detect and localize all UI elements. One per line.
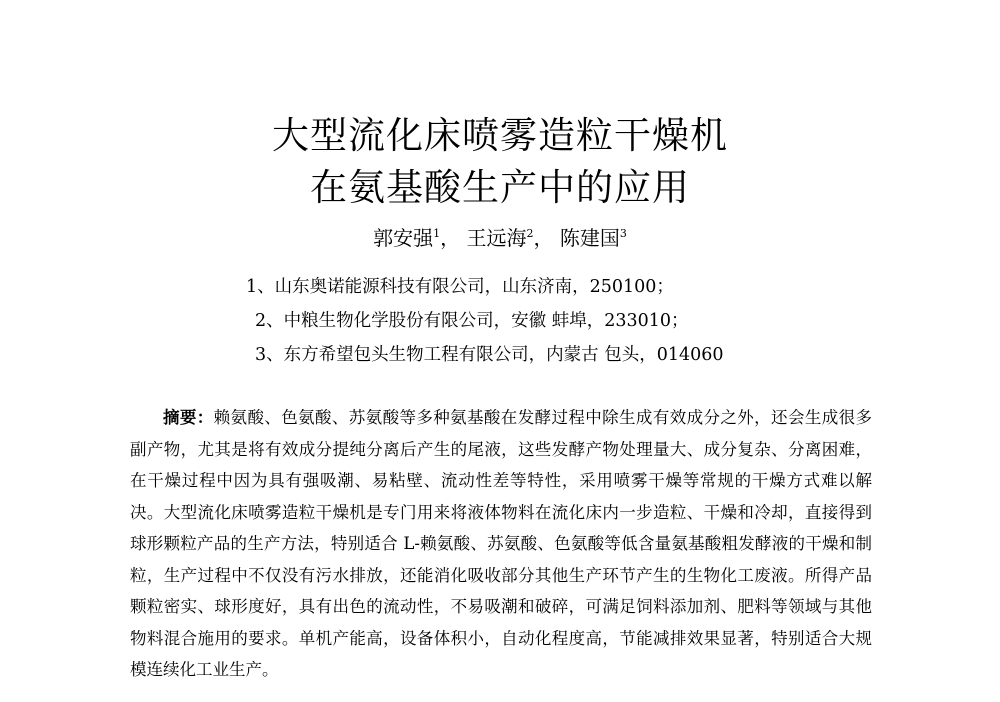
paper-title-line-2: 在氨基酸生产中的应用 [310, 166, 690, 209]
abstract-label: 摘要： [163, 408, 214, 427]
author-affiliation-mark: 2 [526, 227, 534, 240]
abstract-text: 赖氨酸、色氨酸、苏氨酸等多种氨基酸在发酵过程中除生成有效成分之外，还会生成很多副产物，尤其是将有效成分提纯分离后产生的尾液，这些发酵产物处理量大、成分复杂、分离困难，在干燥过程中因为具有强吸潮、易粘壁、流动性差等特性，采用喷雾干燥等常规的干燥方式难以解决。大型流化床喷雾造粒干燥机是专门用来将液体物料在流化床内一步造粒、干燥和冷却，直接得到球形颗粒产品的生产方法，特别适合 L-赖氨酸、苏氨酸、色氨酸等低含量氨基酸粗发酵液的干燥和制粒，生产过程中不仅没有污水排放，还能消化吸收部分其他生产环节产生的生物化工废液。所得产品颗粒密实、球形度好，具有出色的流动性，不易吸潮和破碎，可满足饲料添加剂、肥料等领域与其他物料混合施用的要求。单机产能高，设备体积小，自动化程度高，节能减排效果显著，特别适合大规模连续化工业生产。 [130, 408, 873, 679]
author-separator: ， [440, 226, 461, 250]
paper-title-line-1: 大型流化床喷雾造粒干燥机 [272, 114, 728, 157]
author-name: 陈建国 [559, 226, 620, 250]
author-name: 郭安强 [373, 226, 434, 250]
author-affiliation-mark: 3 [619, 227, 627, 240]
author-list [0, 223, 1000, 253]
author-affiliation-mark: 1 [433, 227, 441, 240]
author-name: 王远海 [466, 226, 527, 250]
author-separator: ， [533, 226, 554, 250]
affiliation-line: 3、东方希望包头生物工程有限公司，内蒙古 包头，014060 [255, 345, 724, 365]
abstract-paragraph [130, 402, 872, 686]
affiliation-line: 1、山东奥诺能源科技有限公司，山东济南，250100； [246, 277, 674, 297]
affiliation-line: 2、中粮生物化学股份有限公司，安徽 蚌埠，233010； [255, 311, 689, 331]
